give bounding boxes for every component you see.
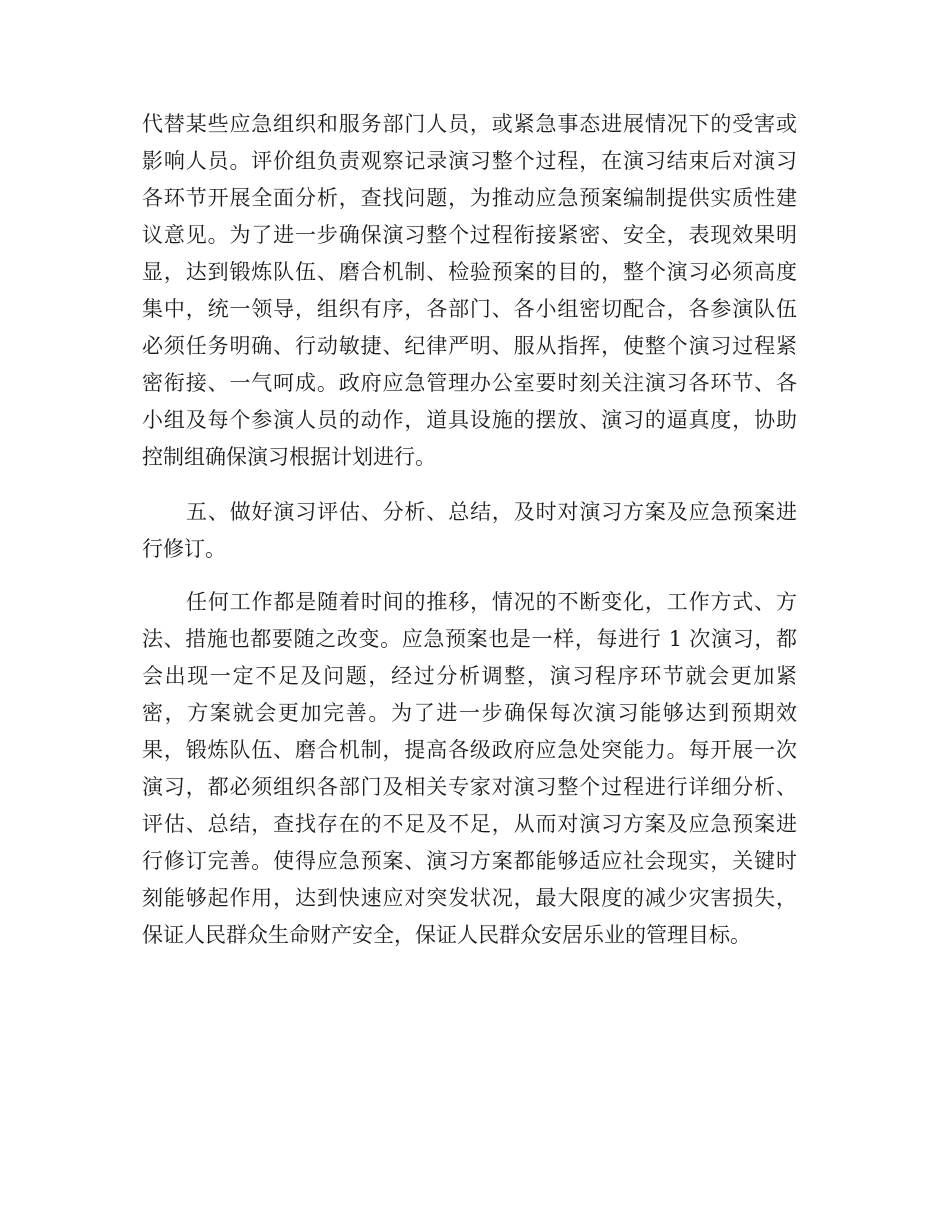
text-line: 法、措施也都要随之改变。应急预案也是一样，每进行 1 次演习，都 bbox=[142, 627, 797, 651]
section-heading-paragraph bbox=[142, 494, 797, 568]
text-line: 控制组确保演习根据计划进行。 bbox=[142, 445, 436, 469]
text-line: 显，达到锻炼队伍、磨合机制、检验预案的目的，整个演习必须高度 bbox=[142, 260, 797, 284]
text-line: 小组及每个参演人员的动作，道具设施的摆放、演习的逼真度，协助 bbox=[142, 408, 797, 432]
text-line: 刻能够起作用，达到快速应对突发状况，最大限度的减少灾害损失， bbox=[142, 886, 797, 910]
paragraph-1 bbox=[142, 106, 797, 476]
text-line: 议意见。为了进一步确保演习整个过程衔接紧密、安全，表现效果明 bbox=[142, 223, 797, 247]
text-line: 行修订。 bbox=[142, 537, 226, 561]
text-line: 各环节开展全面分析，查找问题，为推动应急预案编制提供实质性建 bbox=[142, 186, 797, 210]
text-line: 会出现一定不足及问题，经过分析调整，演习程序环节就会更加紧 bbox=[142, 664, 797, 688]
text-line: 必须任务明确、行动敏捷、纪律严明、服从指挥，使整个演习过程紧 bbox=[142, 334, 797, 358]
text-line: 集中，统一领导，组织有序，各部门、各小组密切配合，各参演队伍 bbox=[142, 297, 797, 321]
text-line: 密衔接、一气呵成。政府应急管理办公室要时刻关注演习各环节、各 bbox=[142, 371, 797, 395]
text-line: 影响人员。评价组负责观察记录演习整个过程，在演习结束后对演习 bbox=[142, 149, 797, 173]
text-line: 代替某些应急组织和服务部门人员，或紧急事态进展情况下的受害或 bbox=[142, 112, 797, 136]
text-line: 评估、总结，查找存在的不足及不足，从而对演习方案及应急预案进 bbox=[142, 812, 797, 836]
text-line: 密，方案就会更加完善。为了进一步确保每次演习能够达到预期效 bbox=[142, 701, 797, 725]
text-line: 保证人民群众生命财产安全，保证人民群众安居乐业的管理目标。 bbox=[142, 923, 751, 947]
text-line: 演习，都必须组织各部门及相关专家对演习整个过程进行详细分析、 bbox=[142, 775, 797, 799]
text-line: 任何工作都是随着时间的推移，情况的不断变化，工作方式、方 bbox=[186, 590, 797, 614]
document-body bbox=[142, 106, 797, 954]
text-line: 五、做好演习评估、分析、总结，及时对演习方案及应急预案进 bbox=[186, 500, 797, 524]
text-line: 果，锻炼队伍、磨合机制，提高各级政府应急处突能力。每开展一次 bbox=[142, 738, 797, 762]
text-line: 行修订完善。使得应急预案、演习方案都能够适应社会现实，关键时 bbox=[142, 849, 797, 873]
paragraph-3 bbox=[142, 584, 797, 954]
